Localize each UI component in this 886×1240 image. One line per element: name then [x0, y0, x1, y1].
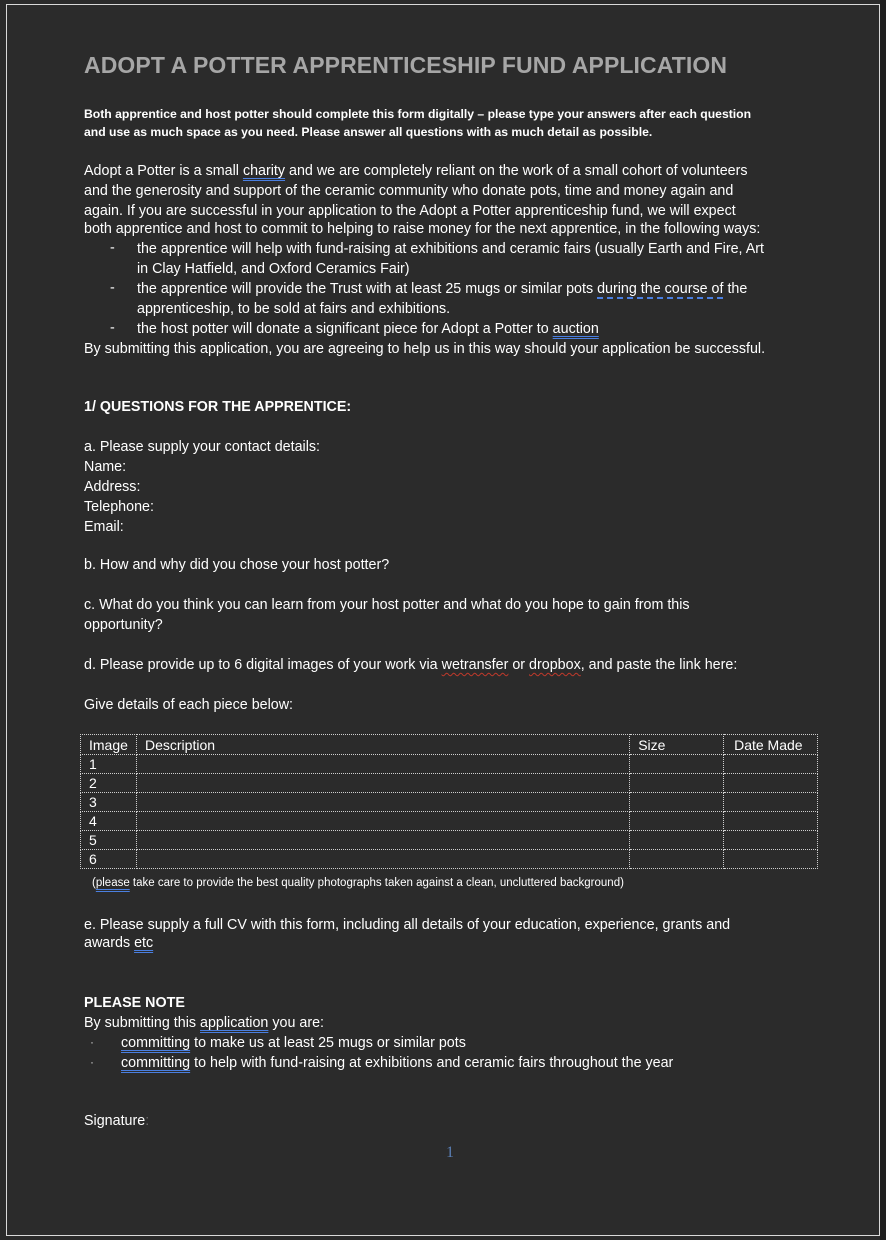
list-dash: - [110, 320, 115, 336]
intro-line-4: both apprentice and host to commit to helping to raise money for the next apprentice, in the following ways: [84, 221, 761, 237]
spelling-error-mark: dropbox [529, 657, 581, 673]
spelling-error-mark: wetransfer [441, 657, 509, 673]
date-cell[interactable] [724, 812, 818, 831]
instructions-line-1: Both apprentice and host potter should complete this form digitally – please type your answers after each question [84, 107, 752, 121]
agreement-line: By submitting this application, you are agreeing to help us in this way should your application be successful. [84, 341, 766, 357]
date-cell[interactable] [724, 793, 818, 812]
intro-line-1: Adopt a Potter is a small charity and we are completely reliant on the work of a small cohort of volunteers [84, 163, 748, 179]
note-item-2: committing to help with fund-raising at exhibitions and ceramic fairs throughout the year [121, 1055, 674, 1071]
signature-field[interactable]: Signature: [84, 1113, 150, 1129]
question-e-line-2: awards etc [84, 935, 154, 951]
date-cell[interactable] [724, 831, 818, 850]
bullet-dot: · [90, 1035, 94, 1049]
row-number: 1 [81, 755, 137, 774]
question-d: d. Please provide up to 6 digital images of your work via wetransfer or dropbox, and paste the link here: [84, 657, 738, 673]
note-item-1: committing to make us at least 25 mugs or similar pots [121, 1035, 466, 1051]
header-size: Size [630, 735, 724, 755]
question-a: a. Please supply your contact details: [84, 439, 321, 455]
table-row [81, 812, 818, 831]
intro-line-2: and the generosity and support of the ceramic community who donate pots, time and money again and [84, 183, 734, 199]
spellcheck-mark: etc [134, 935, 154, 951]
table-row [81, 850, 818, 869]
field-email-label: Email: [84, 519, 124, 535]
question-c-line-1: c. What do you think you can learn from your host potter and what do you hope to gain from this [84, 597, 690, 613]
header-image: Image [81, 735, 137, 755]
header-description: Description [136, 735, 629, 755]
description-cell[interactable] [136, 850, 629, 869]
list-dash: - [110, 240, 115, 256]
date-cell[interactable] [724, 774, 818, 793]
size-cell[interactable] [630, 793, 724, 812]
list-dash: - [110, 280, 115, 296]
table-caption: (please take care to provide the best quality photographs taken against a clean, uncluttered background) [92, 877, 624, 889]
size-cell[interactable] [630, 774, 724, 793]
note-intro: By submitting this application you are: [84, 1015, 325, 1031]
table-row [81, 755, 818, 774]
description-cell[interactable] [136, 812, 629, 831]
spellcheck-mark: charity [242, 163, 286, 179]
question-b: b. How and why did you chose your host potter? [84, 557, 390, 573]
please-note-heading: PLEASE NOTE [84, 995, 185, 1011]
grammar-mark: during the course of [597, 281, 724, 297]
field-name-label: Name: [84, 459, 127, 475]
description-cell[interactable] [136, 793, 629, 812]
signature-label: Signature [84, 1113, 146, 1129]
row-number: 2 [81, 774, 137, 793]
spellcheck-mark: committing [121, 1055, 191, 1071]
description-cell[interactable] [136, 774, 629, 793]
field-address-label: Address: [84, 479, 141, 495]
table-row [81, 831, 818, 850]
spellcheck-mark: application [200, 1015, 269, 1031]
row-number: 5 [81, 831, 137, 850]
date-cell[interactable] [724, 755, 818, 774]
form-title: ADOPT A POTTER APPRENTICESHIP FUND APPLICATION [84, 52, 728, 78]
header-date-made: Date Made [724, 735, 818, 755]
bullet-dot: · [90, 1055, 94, 1069]
table-header-row [81, 735, 818, 755]
page-number: 1 [446, 1144, 454, 1161]
field-telephone-label: Telephone: [84, 499, 154, 515]
size-cell[interactable] [630, 812, 724, 831]
commitment-1-line-2: in Clay Hatfield, and Oxford Ceramics Fair) [137, 261, 410, 277]
size-cell[interactable] [630, 850, 724, 869]
spellcheck-mark: auction [552, 321, 599, 337]
question-e-line-1: e. Please supply a full CV with this form, including all details of your education, experience, grants and [84, 917, 731, 933]
question-c-line-2: opportunity? [84, 617, 163, 633]
spellcheck-mark: committing [121, 1035, 191, 1051]
commitment-1-line-1: the apprentice will help with fund-raising at exhibitions and ceramic fairs (usually Earth and Fire, Art [137, 241, 764, 257]
description-cell[interactable] [136, 831, 629, 850]
commitment-2-line-1: the apprentice will provide the Trust with at least 25 mugs or similar pots during the course of the [137, 281, 748, 297]
commitment-2-line-2: apprenticeship, to be sold at fairs and exhibitions. [137, 301, 451, 317]
commitment-3: the host potter will donate a significant piece for Adopt a Potter to auction [137, 321, 599, 337]
row-number: 6 [81, 850, 137, 869]
table-row [81, 793, 818, 812]
section-heading-apprentice: 1/ QUESTIONS FOR THE APPRENTICE: [84, 399, 352, 415]
spellcheck-mark: please [95, 877, 130, 889]
description-cell[interactable] [136, 755, 629, 774]
row-number: 4 [81, 812, 137, 831]
row-number: 3 [81, 793, 137, 812]
pieces-table [80, 734, 818, 869]
intro-line-3: again. If you are successful in your application to the Adopt a Potter apprenticeship fund, we will expect [84, 203, 736, 219]
details-label: Give details of each piece below: [84, 697, 294, 713]
window-edge [880, 0, 886, 1240]
size-cell[interactable] [630, 755, 724, 774]
table-row [81, 774, 818, 793]
size-cell[interactable] [630, 831, 724, 850]
date-cell[interactable] [724, 850, 818, 869]
instructions-line-2: and use as much space as you need. Please answer all questions with as much detail as possible. [84, 125, 653, 139]
